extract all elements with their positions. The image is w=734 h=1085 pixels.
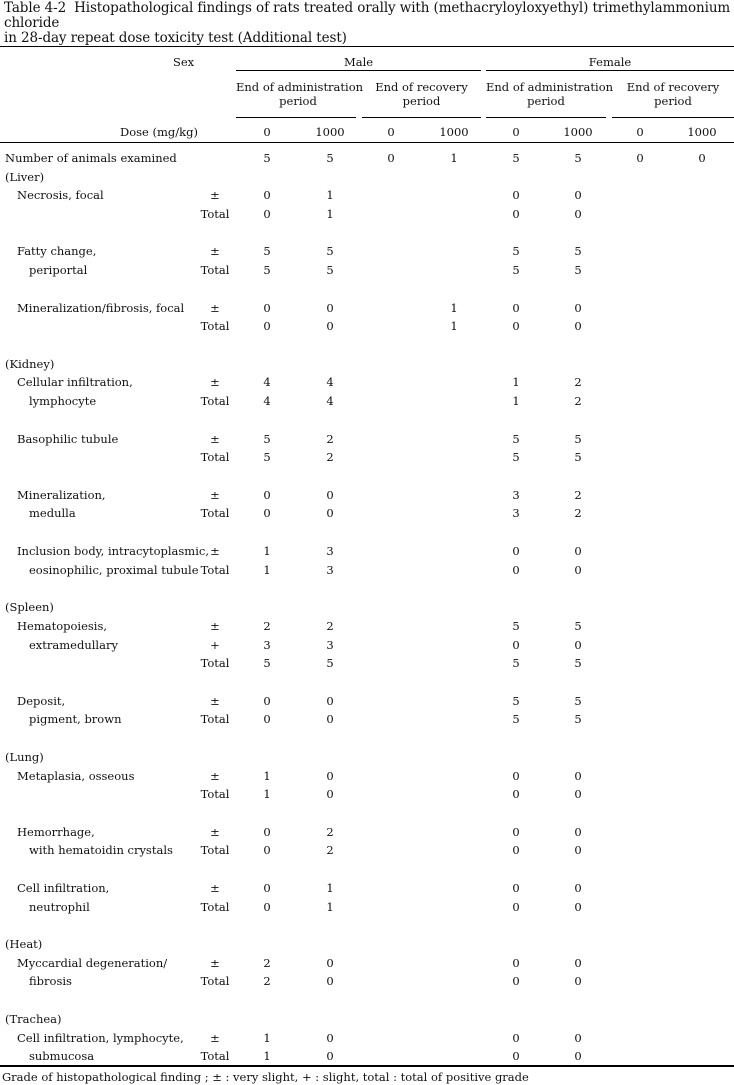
value-cell: 0 — [574, 1049, 582, 1063]
grade-label: Total — [200, 1049, 230, 1063]
value-cell: 0 — [326, 488, 334, 502]
finding-label-cont: periportal — [29, 263, 88, 277]
value-cell: 0 — [574, 956, 582, 970]
finding-label-cont: with hematoidin crystals — [29, 843, 173, 857]
value-cell: 0 — [574, 787, 582, 801]
finding-label-cont: fibrosis — [29, 974, 72, 988]
female-recovery-rule — [612, 117, 734, 118]
value-cell: 0 — [512, 319, 520, 333]
value-cell: 0 — [512, 843, 520, 857]
value-cell: 0 — [574, 301, 582, 315]
value-cell: 5 — [512, 244, 520, 258]
value-cell: 0 — [512, 188, 520, 202]
value-cell: 0 — [574, 974, 582, 988]
value-cell: 0 — [512, 638, 520, 652]
grade-label: Total — [200, 263, 230, 277]
recovery-line-1: End of recovery — [375, 80, 468, 94]
top-rule — [0, 46, 734, 47]
recovery-line-2: period — [654, 94, 692, 108]
caption-line-1 — [4, 1, 732, 31]
value-cell: 0 — [574, 1031, 582, 1045]
male-header: Male — [343, 55, 374, 69]
grade-label: ± — [210, 769, 220, 783]
value-cell: 0 — [263, 881, 271, 895]
female-recovery-header — [612, 80, 734, 108]
finding-label: Deposit, — [17, 694, 66, 708]
value-cell: 0 — [512, 900, 520, 914]
dose-cell: 0 — [636, 125, 644, 139]
grade-label: Total — [200, 787, 230, 801]
male-admin-header — [236, 80, 364, 108]
animals-cell: 0 — [636, 151, 644, 165]
grade-label: Total — [200, 563, 230, 577]
value-cell: 5 — [512, 619, 520, 633]
grade-label: ± — [210, 619, 220, 633]
organ-label: (Liver) — [5, 170, 45, 184]
organ-label: (Spleen) — [5, 600, 54, 614]
value-cell: 2 — [263, 974, 271, 988]
value-cell: 0 — [326, 506, 334, 520]
grade-label: ± — [210, 1031, 220, 1045]
grade-label: Total — [200, 843, 230, 857]
value-cell: 0 — [263, 712, 271, 726]
table-caption — [4, 1, 732, 46]
table-title-line-2: in 28-day repeat dose toxicity test (Additional test) — [4, 30, 347, 46]
value-cell: 1 — [326, 900, 334, 914]
value-cell: 2 — [326, 843, 334, 857]
value-cell: 2 — [326, 450, 334, 464]
organ-label: (Trachea) — [5, 1012, 62, 1026]
value-cell: 5 — [574, 694, 582, 708]
finding-label-cont: neutrophil — [29, 900, 90, 914]
value-cell: 0 — [574, 319, 582, 333]
value-cell: 0 — [574, 207, 582, 221]
value-cell: 1 — [512, 375, 520, 389]
male-admin-rule — [236, 117, 356, 118]
value-cell: 3 — [512, 506, 520, 520]
value-cell: 5 — [512, 656, 520, 670]
finding-label-cont: pigment, brown — [29, 712, 122, 726]
finding-label: Metaplasia, osseous — [17, 769, 135, 783]
grade-label: ± — [210, 188, 220, 202]
value-cell: 0 — [263, 843, 271, 857]
value-cell: 0 — [263, 207, 271, 221]
value-cell: 3 — [326, 563, 334, 577]
grade-label: + — [210, 638, 220, 652]
value-cell: 5 — [263, 432, 271, 446]
female-rule — [486, 70, 734, 71]
recovery-line-1: End of recovery — [626, 80, 720, 94]
finding-label: Hematopoiesis, — [17, 619, 108, 633]
grade-label: ± — [210, 956, 220, 970]
dose-cell: 0 — [263, 125, 271, 139]
grade-label: ± — [210, 881, 220, 895]
value-cell: 0 — [263, 506, 271, 520]
animals-cell: 1 — [450, 151, 458, 165]
value-cell: 0 — [263, 694, 271, 708]
value-cell: 0 — [512, 301, 520, 315]
value-cell: 0 — [574, 544, 582, 558]
header-bottom-rule — [0, 142, 734, 143]
value-cell: 0 — [574, 188, 582, 202]
value-cell: 5 — [512, 432, 520, 446]
value-cell: 3 — [326, 544, 334, 558]
value-cell: 1 — [512, 394, 520, 408]
admin-line-2: period — [279, 94, 317, 108]
value-cell: 0 — [512, 825, 520, 839]
finding-label: Mineralization/fibrosis, focal — [17, 301, 185, 315]
dose-cell: 1000 — [687, 125, 717, 139]
value-cell: 0 — [326, 319, 334, 333]
organ-label: (Lung) — [5, 750, 44, 764]
value-cell: 0 — [326, 787, 334, 801]
findings-table — [0, 43, 734, 1073]
grade-label: Total — [200, 394, 230, 408]
grade-label: Total — [200, 506, 230, 520]
admin-line-1: End of administration — [236, 80, 364, 94]
value-cell: 0 — [263, 301, 271, 315]
value-cell: 5 — [326, 656, 334, 670]
grade-label: Total — [200, 656, 230, 670]
value-cell: 4 — [263, 375, 271, 389]
value-cell: 1 — [326, 188, 334, 202]
finding-label: Fatty change, — [17, 244, 97, 258]
finding-label-cont: extramedullary — [29, 638, 118, 652]
dose-cell: 1000 — [439, 125, 469, 139]
value-cell: 0 — [512, 769, 520, 783]
value-cell: 0 — [326, 694, 334, 708]
finding-label: Cellular infiltration, — [17, 375, 133, 389]
female-admin-rule — [486, 117, 606, 118]
value-cell: 5 — [574, 244, 582, 258]
finding-label-cont: lymphocyte — [29, 394, 97, 408]
value-cell: 3 — [263, 638, 271, 652]
value-cell: 1 — [326, 207, 334, 221]
finding-label: Necrosis, focal — [17, 188, 104, 202]
organ-label: (Heat) — [5, 937, 43, 951]
value-cell: 0 — [326, 956, 334, 970]
value-cell: 1 — [326, 881, 334, 895]
animals-cell: 0 — [698, 151, 706, 165]
value-cell: 0 — [512, 974, 520, 988]
value-cell: 3 — [326, 638, 334, 652]
finding-label: Basophilic tubule — [17, 432, 119, 446]
dose-cell: 1000 — [563, 125, 593, 139]
male-rule — [236, 70, 481, 71]
value-cell: 1 — [450, 301, 458, 315]
value-cell: 5 — [574, 263, 582, 277]
value-cell: 2 — [326, 825, 334, 839]
value-cell: 2 — [574, 375, 582, 389]
dose-cell: 0 — [512, 125, 520, 139]
animals-examined-label: Number of animals examined — [5, 151, 177, 165]
grade-label: ± — [210, 432, 220, 446]
value-cell: 0 — [574, 563, 582, 577]
value-cell: 0 — [512, 787, 520, 801]
value-cell: 4 — [263, 394, 271, 408]
male-recovery-rule — [362, 117, 481, 118]
value-cell: 2 — [263, 619, 271, 633]
value-cell: 0 — [512, 1049, 520, 1063]
value-cell: 5 — [512, 263, 520, 277]
value-cell: 0 — [263, 188, 271, 202]
value-cell: 0 — [574, 825, 582, 839]
grade-label: Total — [200, 712, 230, 726]
value-cell: 0 — [574, 900, 582, 914]
organ-label: (Kidney) — [5, 357, 55, 371]
value-cell: 2 — [326, 432, 334, 446]
value-cell: 5 — [574, 712, 582, 726]
value-cell: 4 — [326, 394, 334, 408]
dose-cell: 0 — [387, 125, 395, 139]
value-cell: 0 — [263, 488, 271, 502]
value-cell: 1 — [450, 319, 458, 333]
grade-label: ± — [210, 375, 220, 389]
value-cell: 2 — [574, 506, 582, 520]
value-cell: 1 — [263, 1031, 271, 1045]
grade-label: Total — [200, 207, 230, 221]
value-cell: 0 — [574, 843, 582, 857]
finding-label-cont: medulla — [29, 506, 76, 520]
value-cell: 0 — [263, 825, 271, 839]
value-cell: 2 — [326, 619, 334, 633]
recovery-line-2: period — [402, 94, 441, 108]
admin-line-1: End of administration — [486, 80, 614, 94]
value-cell: 5 — [326, 244, 334, 258]
grade-label: ± — [210, 488, 220, 502]
finding-label: Inclusion body, intracytoplasmic, — [17, 544, 209, 558]
bottom-rule — [0, 1065, 734, 1067]
value-cell: 0 — [326, 1031, 334, 1045]
value-cell: 4 — [326, 375, 334, 389]
grade-label: Total — [200, 319, 230, 333]
animals-cell: 5 — [512, 151, 520, 165]
value-cell: 1 — [263, 563, 271, 577]
finding-label: Mineralization, — [17, 488, 106, 502]
grade-label: ± — [210, 694, 220, 708]
value-cell: 5 — [263, 263, 271, 277]
animals-cell: 5 — [574, 151, 582, 165]
value-cell: 2 — [574, 394, 582, 408]
value-cell: 5 — [574, 432, 582, 446]
animals-cell: 5 — [326, 151, 334, 165]
female-header: Female — [588, 55, 632, 69]
grade-label: Total — [200, 900, 230, 914]
value-cell: 1 — [263, 769, 271, 783]
finding-label-cont: eosinophilic, proximal tubule — [29, 563, 199, 577]
value-cell: 5 — [574, 656, 582, 670]
value-cell: 5 — [574, 450, 582, 464]
grade-label: Total — [200, 974, 230, 988]
table-title-line-1: Histopathological findings of rats treated orally with (methacryloyloxyethyl) trimethylammonium chloride — [4, 0, 731, 31]
value-cell: 1 — [263, 787, 271, 801]
value-cell: 0 — [326, 769, 334, 783]
value-cell: 0 — [263, 900, 271, 914]
footnote: Grade of histopathological finding ; ± : very slight, + : slight, total : total of positive grade — [2, 1070, 529, 1084]
value-cell: 3 — [512, 488, 520, 502]
value-cell: 5 — [512, 450, 520, 464]
finding-label: Myccardial degeneration/ — [17, 956, 168, 970]
table-number: Table 4-2 — [4, 0, 67, 16]
dose-label: Dose (mg/kg) — [120, 125, 198, 139]
value-cell: 5 — [574, 619, 582, 633]
value-cell: 0 — [263, 319, 271, 333]
female-admin-header — [486, 80, 614, 108]
value-cell: 0 — [512, 544, 520, 558]
value-cell: 0 — [326, 1049, 334, 1063]
male-recovery-header — [362, 80, 481, 108]
grade-label: Total — [200, 450, 230, 464]
dose-cell: 1000 — [315, 125, 345, 139]
value-cell: 5 — [263, 244, 271, 258]
value-cell: 2 — [263, 956, 271, 970]
value-cell: 0 — [326, 712, 334, 726]
finding-label-cont: submucosa — [29, 1049, 95, 1063]
value-cell: 0 — [512, 207, 520, 221]
grade-label: ± — [210, 301, 220, 315]
grade-label: ± — [210, 825, 220, 839]
value-cell: 5 — [263, 450, 271, 464]
value-cell: 0 — [512, 563, 520, 577]
value-cell: 0 — [326, 974, 334, 988]
value-cell: 0 — [574, 769, 582, 783]
sex-label: Sex — [173, 55, 195, 69]
value-cell: 0 — [574, 638, 582, 652]
animals-cell: 0 — [387, 151, 395, 165]
admin-line-2: period — [527, 94, 565, 108]
value-cell: 0 — [574, 881, 582, 895]
value-cell: 0 — [512, 956, 520, 970]
value-cell: 0 — [326, 301, 334, 315]
value-cell: 2 — [574, 488, 582, 502]
finding-label: Cell infiltration, — [17, 881, 110, 895]
finding-label: Cell infiltration, lymphocyte, — [17, 1031, 184, 1045]
value-cell: 0 — [512, 1031, 520, 1045]
value-cell: 0 — [512, 881, 520, 895]
value-cell: 1 — [263, 1049, 271, 1063]
grade-label: ± — [210, 244, 220, 258]
value-cell: 1 — [263, 544, 271, 558]
value-cell: 5 — [512, 694, 520, 708]
finding-label: Hemorrhage, — [17, 825, 95, 839]
value-cell: 5 — [263, 656, 271, 670]
grade-label: ± — [210, 544, 220, 558]
value-cell: 5 — [512, 712, 520, 726]
animals-cell: 5 — [263, 151, 271, 165]
value-cell: 5 — [326, 263, 334, 277]
